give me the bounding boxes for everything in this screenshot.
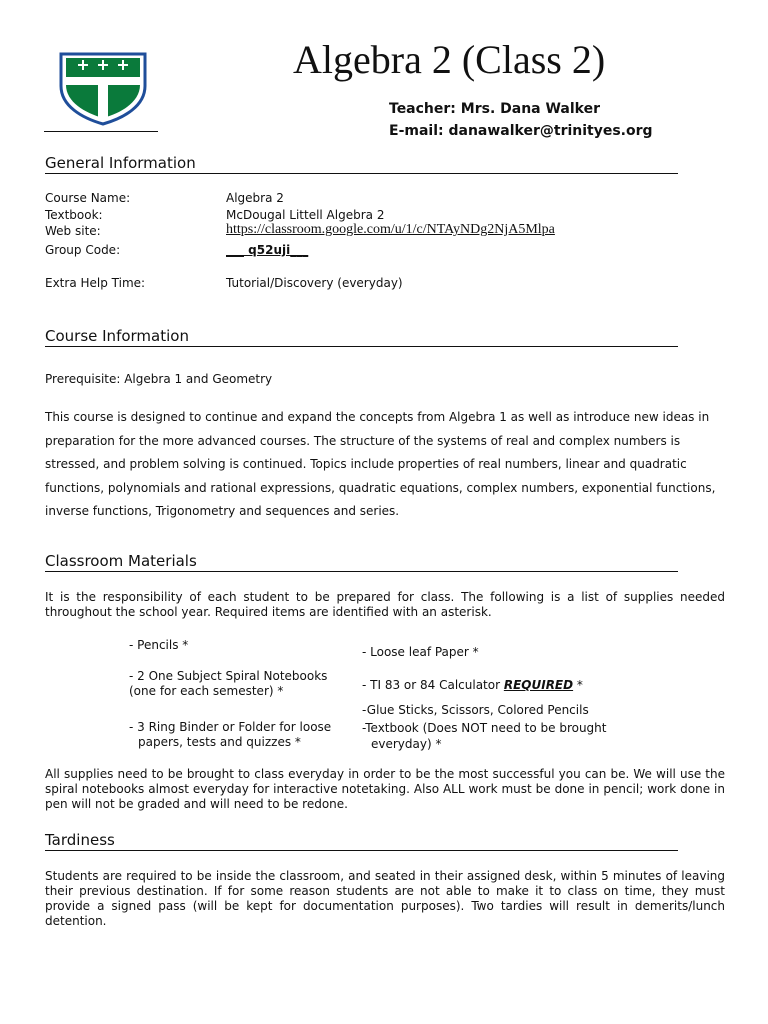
material-textbook-note: everyday) *: [371, 737, 442, 751]
material-calculator: [362, 678, 583, 693]
group-code-value: ___ q52uji___: [226, 243, 309, 257]
calculator-label: - TI 83 or 84 Calculator: [362, 678, 504, 692]
website-link[interactable]: https://classroom.google.com/u/1/c/NTAyNDg2NjA5Mlpa: [226, 222, 555, 237]
general-information-heading: General Information: [45, 154, 678, 174]
material-textbook: -Textbook (Does NOT need to be brought: [362, 721, 607, 735]
page-title: Algebra 2 (Class 2): [293, 37, 606, 82]
material-notebooks: - 2 One Subject Spiral Notebooks: [129, 669, 328, 683]
material-paper: - Loose leaf Paper *: [362, 645, 479, 659]
textbook-label: Textbook:: [45, 208, 103, 222]
website-label: Web site:: [45, 224, 101, 238]
teacher-email: E-mail: danawalker@trinityes.org: [389, 123, 653, 139]
material-binder-note: papers, tests and quizzes *: [138, 735, 301, 749]
textbook-value: McDougal Littell Algebra 2: [226, 208, 385, 222]
group-code-label: Group Code:: [45, 243, 121, 257]
material-pencils: - Pencils *: [129, 638, 189, 652]
course-name-label: Course Name:: [45, 191, 131, 205]
tardiness-heading: Tardiness: [45, 831, 678, 851]
tardiness-text: Students are required to be inside the classroom, and seated in their assigned desk, within 5 minutes of leaving their previous destination. If for some reason students are not able to make it to class on time, they must provide a signed pass (will be kept for documentation purposes). Two tardies will result in demerits/lunch detention.: [45, 869, 725, 928]
extra-help-value: Tutorial/Discovery (everyday): [226, 276, 403, 290]
materials-intro: It is the responsibility of each student to be prepared for class. The following is a list of supplies needed throughout the school year. Required items are identified with an asterisk.: [45, 590, 725, 619]
course-description: This course is designed to continue and expand the concepts from Algebra 1 as well as introduce new ideas in preparation for the more advanced courses. The structure of the systems of real and complex numbers is stressed, and problem solving is continued. Topics include properties of real numbers, linear and quadratic functions, polynomials and rational expressions, quadratic equations, complex numbers, exponential functions, inverse functions, Trigonometry and sequences and series.: [45, 410, 716, 518]
prerequisite-text: Prerequisite: Algebra 1 and Geometry: [45, 372, 273, 386]
required-badge: REQUIRED: [503, 678, 574, 692]
material-binder: - 3 Ring Binder or Folder for loose: [129, 720, 332, 734]
materials-note: All supplies need to be brought to class everyday in order to be the most successful you can be. We will use the spiral notebooks almost everyday for interactive notetaking. Also ALL work must be done in pencil; work done in pen will not be graded and will need to be redone.: [45, 767, 725, 811]
teacher-name: Teacher: Mrs. Dana Walker: [389, 101, 601, 117]
classroom-materials-heading: Classroom Materials: [45, 552, 678, 572]
course-information-heading: Course Information: [45, 327, 678, 347]
calculator-asterisk: *: [573, 678, 583, 692]
course-name-value: Algebra 2: [226, 191, 284, 205]
school-crest-icon: [58, 52, 148, 126]
material-notebooks-note: (one for each semester) *: [129, 684, 284, 698]
logo-underline: [44, 131, 158, 132]
extra-help-label: Extra Help Time:: [45, 276, 146, 290]
material-glue: -Glue Sticks, Scissors, Colored Pencils: [362, 703, 589, 717]
